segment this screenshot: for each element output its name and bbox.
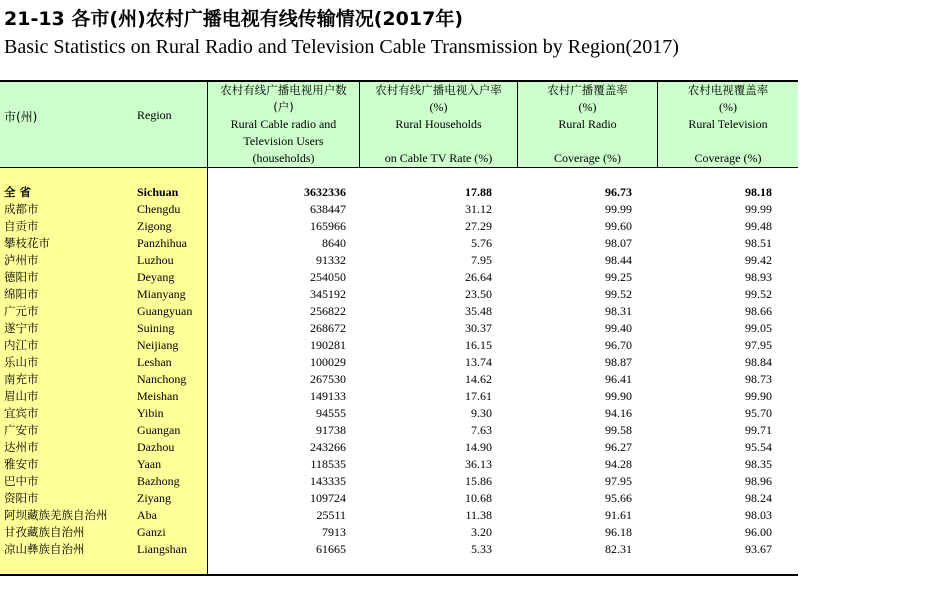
cell-cable-rate: 17.88	[465, 185, 492, 199]
cell-users: 100029	[310, 355, 346, 369]
cell-users: 3632336	[304, 185, 346, 199]
table-row	[0, 490, 798, 507]
cell-region-en: Nanchong	[137, 372, 187, 386]
cell-radio-coverage: 99.52	[605, 287, 632, 301]
cell-cable-rate: 11.38	[465, 508, 492, 522]
cell-users: 256822	[310, 304, 346, 318]
cell-cable-rate: 27.29	[465, 219, 492, 233]
table-row	[0, 507, 798, 524]
cell-region-en: Luzhou	[137, 253, 174, 267]
cell-users: 91738	[316, 423, 346, 437]
cell-city-cn: 乐山市	[4, 355, 39, 369]
cell-radio-coverage: 96.70	[605, 338, 632, 352]
cell-tv-coverage: 98.66	[745, 304, 772, 318]
table-row	[0, 303, 798, 320]
table-row	[0, 541, 798, 558]
table-row	[0, 201, 798, 218]
cell-region-en: Dazhou	[137, 440, 175, 454]
header-col-users-en1: Rural Cable radio and	[230, 117, 337, 131]
header-col-radio	[518, 82, 658, 167]
cell-users: 91332	[316, 253, 346, 267]
cell-radio-coverage: 94.28	[605, 457, 632, 471]
cell-radio-coverage: 96.18	[605, 525, 632, 539]
cell-radio-coverage: 99.25	[605, 270, 632, 284]
cell-tv-coverage: 99.48	[745, 219, 772, 233]
table-row	[0, 320, 798, 337]
header-col-radio-en1: Rural Radio	[558, 117, 617, 131]
cell-cable-rate: 5.33	[471, 542, 492, 556]
cell-users: 345192	[310, 287, 346, 301]
header-col-tv	[658, 82, 798, 167]
header-col-tv-cn: 农村电视覆盖率	[687, 83, 769, 97]
cell-users: 8640	[322, 236, 346, 250]
cell-region-en: Ganzi	[137, 525, 166, 539]
cell-region-en: Guangyuan	[137, 304, 193, 318]
cell-city-cn: 泸州市	[4, 253, 39, 267]
cell-cable-rate: 16.15	[465, 338, 492, 352]
cell-users: 109724	[310, 491, 346, 505]
cell-users: 25511	[316, 508, 346, 522]
cell-city-cn: 雅安市	[4, 457, 39, 471]
cell-region-en: Yibin	[137, 406, 164, 420]
table-header	[0, 82, 798, 167]
cell-tv-coverage: 95.54	[745, 440, 772, 454]
cell-users: 638447	[310, 202, 346, 216]
cell-users: 143335	[310, 474, 346, 488]
cell-region-en: Bazhong	[137, 474, 180, 488]
page-title-chinese: 21-13 各市(州)农村广播电视有线传输情况(2017年)	[4, 8, 463, 30]
cell-cable-rate: 10.68	[465, 491, 492, 505]
cell-tv-coverage: 95.70	[745, 406, 772, 420]
header-col-users-unit: (户)	[273, 100, 294, 114]
cell-region-en: Yaan	[137, 457, 162, 471]
cell-city-cn: 绵阳市	[4, 287, 39, 301]
cell-city-cn: 遂宁市	[4, 321, 39, 335]
cell-tv-coverage: 98.35	[745, 457, 772, 471]
cell-radio-coverage: 95.66	[605, 491, 632, 505]
cell-city-cn: 凉山彝族自治州	[4, 542, 85, 556]
cell-region-en: Zigong	[137, 219, 172, 233]
cell-tv-coverage: 99.42	[745, 253, 772, 267]
cell-cable-rate: 23.50	[465, 287, 492, 301]
cell-city-cn: 攀枝花市	[4, 236, 50, 250]
table-row	[0, 422, 798, 439]
cell-radio-coverage: 98.07	[605, 236, 632, 250]
table-row	[0, 269, 798, 286]
header-col-rate-spacer	[360, 133, 517, 150]
table-row	[0, 439, 798, 456]
header-col-tv-en1: Rural Television	[688, 117, 768, 131]
page-title-english: Basic Statistics on Rural Radio and Television Cable Transmission by Region(2017)	[4, 36, 679, 58]
table-row	[0, 286, 798, 303]
cell-tv-coverage: 98.51	[745, 236, 772, 250]
cell-radio-coverage: 99.40	[605, 321, 632, 335]
cell-users: 61665	[316, 542, 346, 556]
cell-tv-coverage: 99.99	[745, 202, 772, 216]
table-row	[0, 388, 798, 405]
header-col-tv-en2: Coverage (%)	[694, 151, 762, 165]
cell-radio-coverage: 94.16	[605, 406, 632, 420]
header-col-radio-spacer	[518, 133, 657, 150]
cell-cable-rate: 7.95	[471, 253, 492, 267]
cell-tv-coverage: 99.05	[745, 321, 772, 335]
cell-region-en: Meishan	[137, 389, 179, 403]
table-row	[0, 354, 798, 371]
table-row	[0, 405, 798, 422]
cell-region-en: Panzhihua	[137, 236, 187, 250]
cell-city-cn: 自贡市	[4, 219, 39, 233]
table-row	[0, 473, 798, 490]
cell-radio-coverage: 96.41	[605, 372, 632, 386]
table-row	[0, 456, 798, 473]
cell-users: 165966	[310, 219, 346, 233]
header-divider-left	[0, 82, 208, 167]
cell-tv-coverage: 93.67	[745, 542, 772, 556]
table-bottom-rule	[0, 574, 798, 576]
cell-tv-coverage: 98.84	[745, 355, 772, 369]
cell-tv-coverage: 97.95	[745, 338, 772, 352]
cell-users: 118535	[310, 457, 346, 471]
cell-cable-rate: 9.30	[471, 406, 492, 420]
cell-region-en: Liangshan	[137, 542, 187, 556]
cell-tv-coverage: 98.96	[745, 474, 772, 488]
cell-radio-coverage: 99.58	[605, 423, 632, 437]
cell-tv-coverage: 99.52	[745, 287, 772, 301]
cell-city-cn: 南充市	[4, 372, 39, 386]
cell-city-cn: 阿坝藏族羌族自治州	[4, 508, 108, 522]
cell-users: 7913	[322, 525, 346, 539]
cell-tv-coverage: 98.03	[745, 508, 772, 522]
cell-region-en: Aba	[137, 508, 157, 522]
header-col-tv-unit: (%)	[719, 100, 737, 114]
cell-radio-coverage: 99.90	[605, 389, 632, 403]
cell-cable-rate: 36.13	[465, 457, 492, 471]
table-top-rule	[0, 80, 798, 82]
cell-city-cn: 内江市	[4, 338, 39, 352]
cell-radio-coverage: 97.95	[605, 474, 632, 488]
cell-city-cn: 甘孜藏族自治州	[4, 525, 85, 539]
cell-city-cn: 成都市	[4, 202, 39, 216]
table-row	[0, 524, 798, 541]
header-col-radio-en2: Coverage (%)	[554, 151, 621, 165]
cell-region-en: Neijiang	[137, 338, 179, 352]
table-body	[0, 184, 798, 558]
cell-region-en: Suining	[137, 321, 175, 335]
cell-region-en: Ziyang	[137, 491, 171, 505]
cell-cable-rate: 13.74	[465, 355, 492, 369]
cell-radio-coverage: 98.31	[605, 304, 632, 318]
cell-users: 268672	[310, 321, 346, 335]
cell-region-en: Leshan	[137, 355, 172, 369]
cell-tv-coverage: 99.71	[745, 423, 772, 437]
cell-city-cn: 达州市	[4, 440, 39, 454]
cell-cable-rate: 5.76	[471, 236, 492, 250]
cell-radio-coverage: 98.44	[605, 253, 632, 267]
cell-users: 190281	[310, 338, 346, 352]
cell-cable-rate: 30.37	[465, 321, 492, 335]
cell-radio-coverage: 99.99	[605, 202, 632, 216]
table-row	[0, 371, 798, 388]
cell-region-en: Chengdu	[137, 202, 181, 216]
cell-users: 243266	[310, 440, 346, 454]
table-row	[0, 235, 798, 252]
cell-city-cn: 巴中市	[4, 474, 39, 488]
cell-users: 267530	[310, 372, 346, 386]
cell-users: 254050	[310, 270, 346, 284]
cell-tv-coverage: 98.18	[745, 185, 772, 199]
cell-cable-rate: 7.63	[471, 423, 492, 437]
cell-region-en: Mianyang	[137, 287, 186, 301]
header-col-rate-unit: (%)	[429, 100, 448, 114]
cell-tv-coverage: 98.73	[745, 372, 772, 386]
header-city-cn: 市(州)	[4, 110, 38, 124]
cell-radio-coverage: 96.73	[605, 185, 632, 199]
cell-city-cn: 眉山市	[4, 389, 39, 403]
header-col-users-cn: 农村有线广播电视用户数	[220, 83, 347, 97]
table-header-rule	[0, 167, 798, 168]
cell-city-cn: 广安市	[4, 423, 39, 437]
header-col-radio-cn: 农村广播覆盖率	[547, 83, 628, 97]
cell-radio-coverage: 98.87	[605, 355, 632, 369]
cell-city-cn: 宜宾市	[4, 406, 39, 420]
cell-cable-rate: 3.20	[471, 525, 492, 539]
header-col-rate-en2: on Cable TV Rate (%)	[384, 151, 493, 165]
cell-region-en: Sichuan	[137, 185, 179, 199]
cell-region-en: Deyang	[137, 270, 175, 284]
header-col-tv-spacer	[658, 133, 798, 150]
cell-cable-rate: 26.64	[465, 270, 492, 284]
cell-region-en: Guangan	[137, 423, 181, 437]
header-col-users	[208, 82, 360, 167]
table-row-total	[0, 184, 798, 201]
cell-users: 94555	[316, 406, 346, 420]
header-region-en: Region	[137, 108, 172, 122]
header-col-radio-unit: (%)	[578, 100, 597, 114]
table-row	[0, 218, 798, 235]
header-col-rate-cn: 农村有线广播电视入户率	[375, 83, 502, 97]
cell-cable-rate: 31.12	[465, 202, 492, 216]
cell-city-cn: 资阳市	[4, 491, 39, 505]
cell-tv-coverage: 96.00	[745, 525, 772, 539]
cell-cable-rate: 17.61	[465, 389, 492, 403]
cell-city-cn: 德阳市	[4, 270, 39, 284]
header-col-users-en3: (households)	[252, 151, 315, 165]
cell-radio-coverage: 96.27	[605, 440, 632, 454]
cell-tv-coverage: 99.90	[745, 389, 772, 403]
cell-radio-coverage: 99.60	[605, 219, 632, 233]
cell-city-cn: 广元市	[4, 304, 39, 318]
cell-cable-rate: 15.86	[465, 474, 492, 488]
cell-cable-rate: 35.48	[465, 304, 492, 318]
table-row	[0, 252, 798, 269]
cell-radio-coverage: 82.31	[605, 542, 632, 556]
cell-cable-rate: 14.90	[465, 440, 492, 454]
cell-radio-coverage: 91.61	[605, 508, 632, 522]
statistics-table	[0, 80, 798, 576]
cell-city-cn: 全 省	[4, 185, 32, 199]
header-col-rate-en1: Rural Households	[395, 117, 482, 131]
cell-cable-rate: 14.62	[465, 372, 492, 386]
table-row	[0, 337, 798, 354]
cell-users: 149133	[310, 389, 346, 403]
header-col-users-en2: Television Users	[243, 134, 324, 148]
cell-tv-coverage: 98.93	[745, 270, 772, 284]
header-col-rate	[360, 82, 518, 167]
cell-tv-coverage: 98.24	[745, 491, 772, 505]
